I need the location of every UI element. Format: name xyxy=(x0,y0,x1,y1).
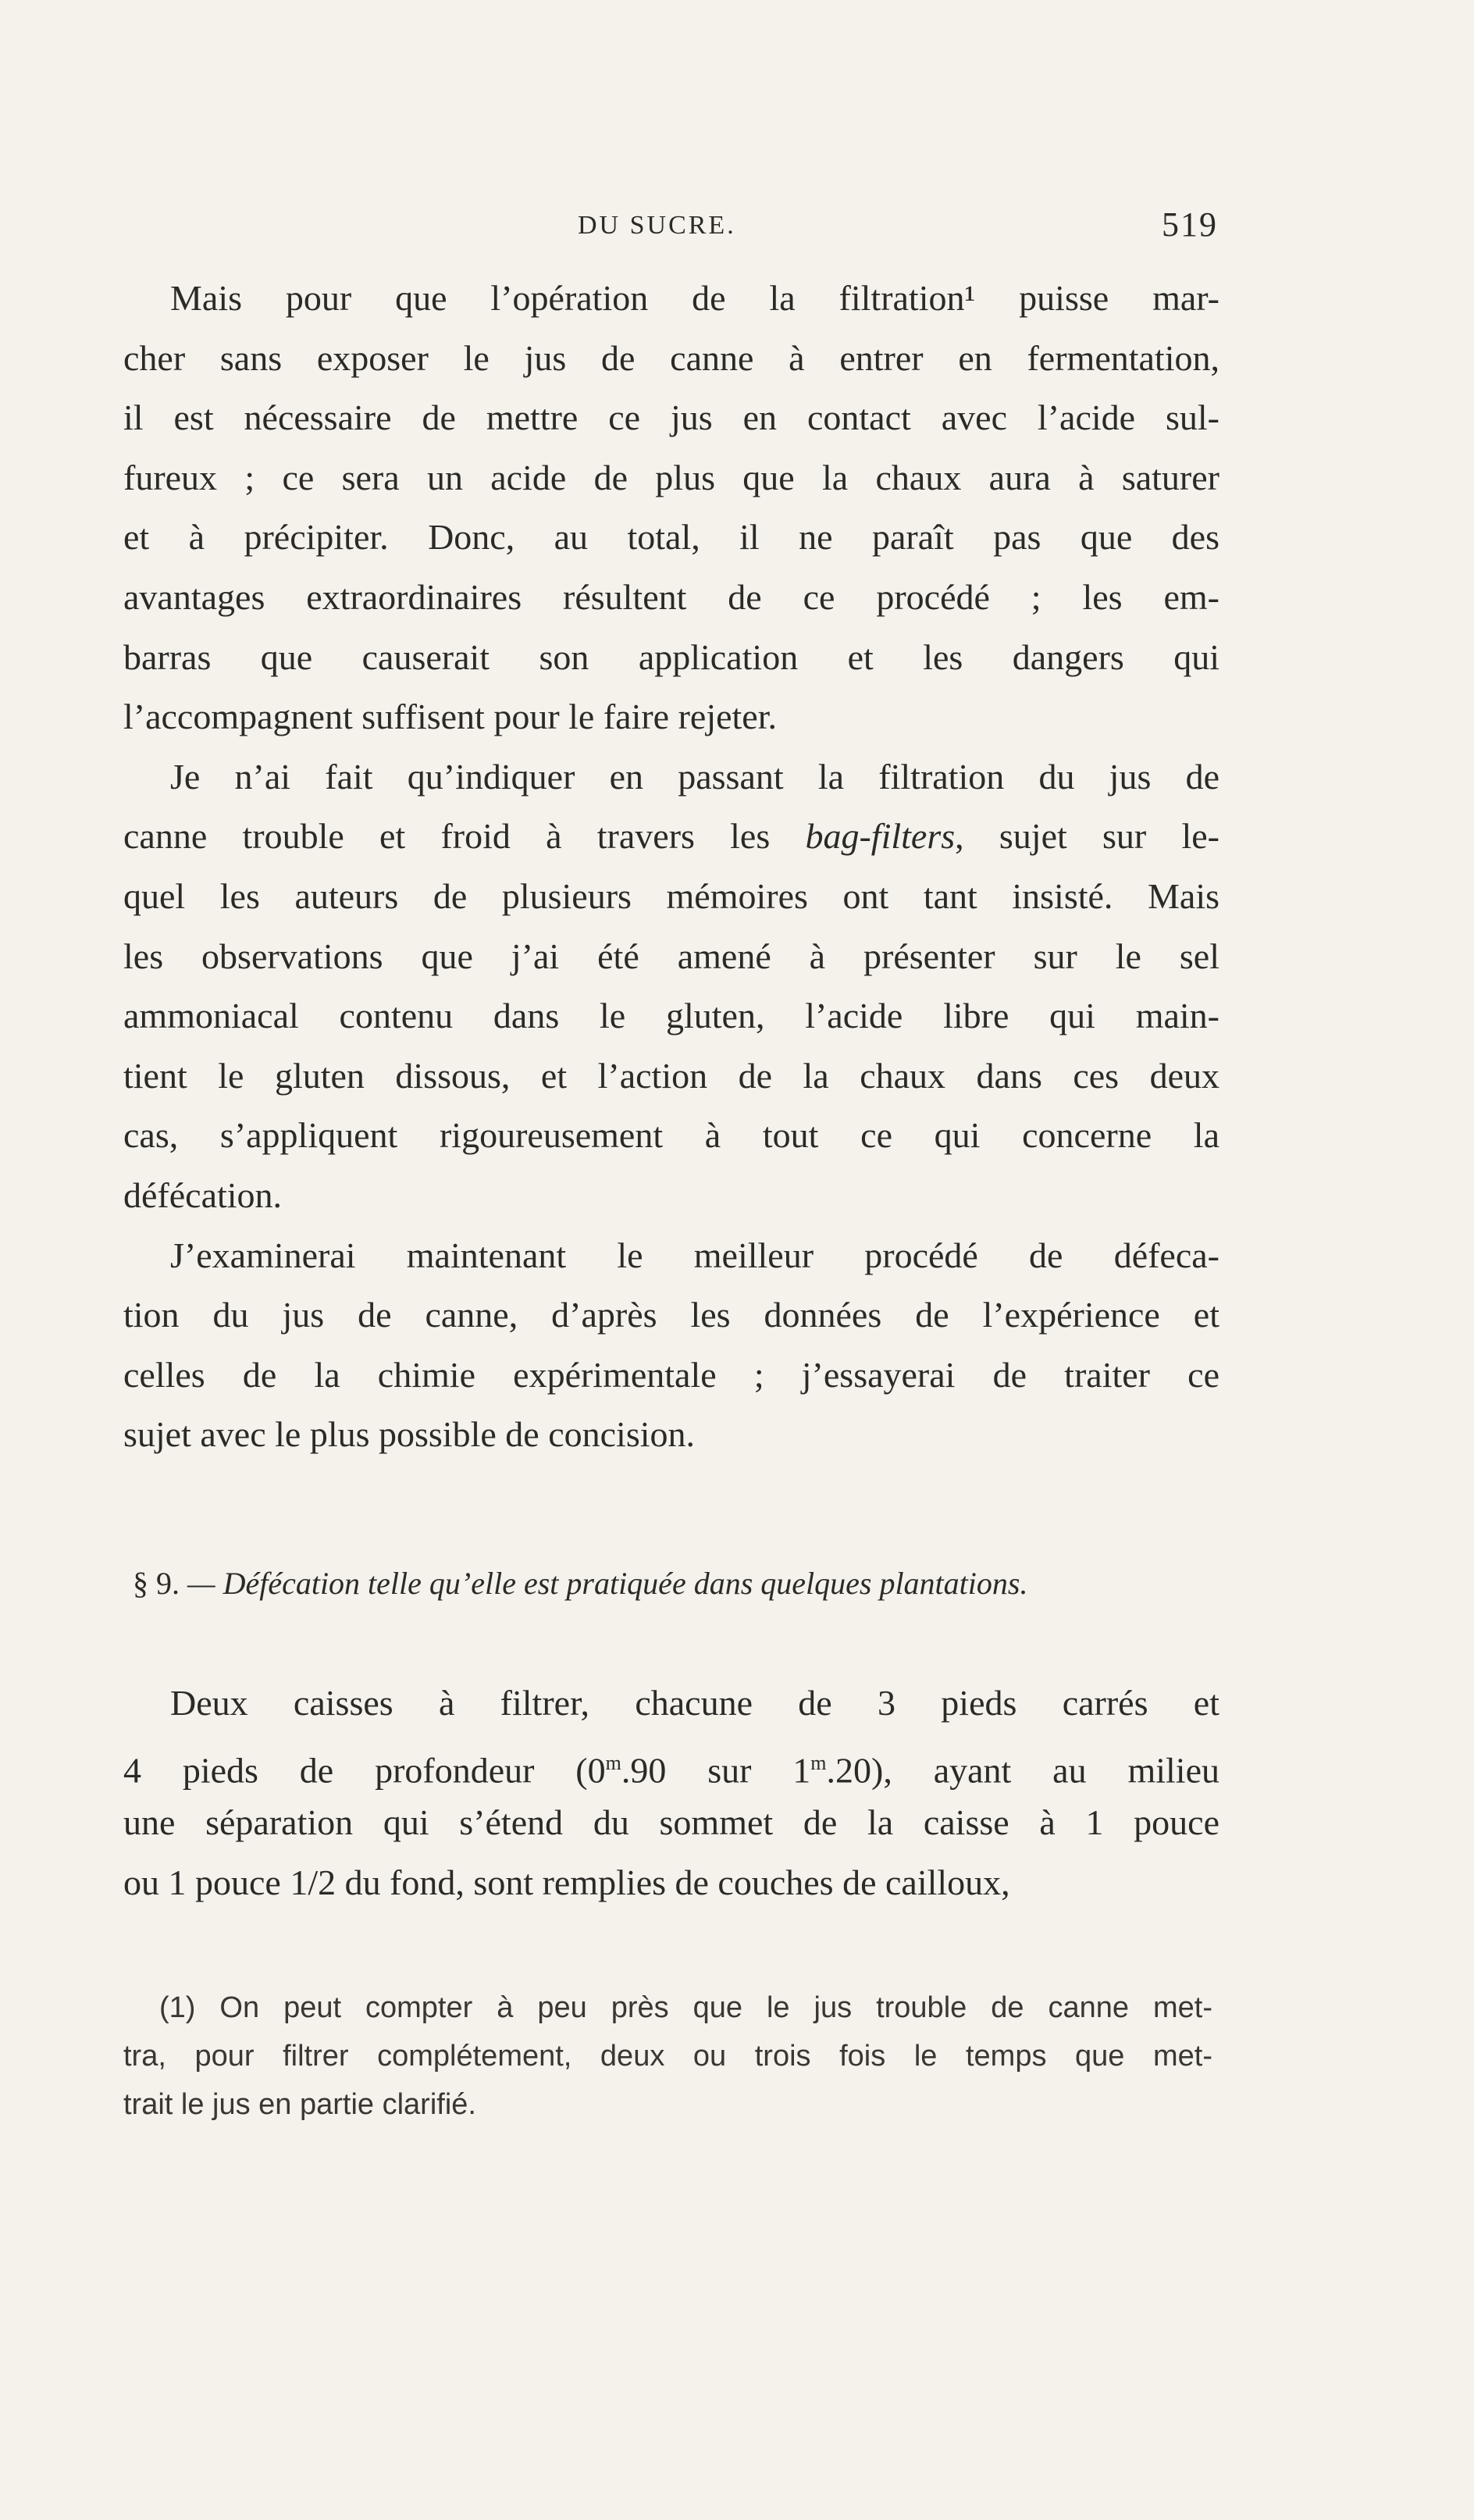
text-line: fureux ; ce sera un acide de plus que la chaux aura à saturer xyxy=(123,457,1219,497)
text-line: tion du jus de canne, d’après les données de l’expérience et xyxy=(123,1295,1219,1335)
text-line: Mais pour que l’opération de la filtration¹ puisse mar- xyxy=(170,278,1219,318)
text-line: l’accompagnent suffisent pour le faire rejeter. xyxy=(123,697,778,737)
text-line: cas, s’appliquent rigoureusement à tout ce qui concerne la xyxy=(123,1115,1219,1156)
text-line: sujet avec le plus possible de concision. xyxy=(123,1414,696,1455)
main-text-continued xyxy=(123,1673,1219,1912)
text-line: Je n’ai fait qu’indiquer en passant la filtration du jus de xyxy=(170,756,1219,797)
page-number: 519 xyxy=(1162,205,1218,244)
footnote xyxy=(123,1984,1212,2129)
unit-superscript: m xyxy=(810,1751,827,1774)
section-title: — Défécation telle qu’elle est pratiquée dans quelques plantations. xyxy=(187,1566,1028,1601)
text-line: barras que causerait son application et les dangers qui xyxy=(123,636,1219,677)
text-line: il est nécessaire de mettre ce jus en contact avec l’acide sul- xyxy=(123,397,1219,438)
footnote-line: (1) On peut compter à peu près que le jus trouble de canne met- xyxy=(159,1991,1212,2024)
text-line: tient le gluten dissous, et l’action de la chaux dans ces deux xyxy=(123,1055,1219,1096)
text-line: ou 1 pouce 1/2 du fond, sont remplies de couches de cailloux, xyxy=(123,1862,1010,1902)
main-text xyxy=(123,269,1219,1465)
section-number: § 9. xyxy=(133,1566,180,1601)
running-title: DU SUCRE. xyxy=(578,211,736,240)
running-head xyxy=(125,205,1218,251)
text-line: avantages extraordinaires résultent de ce procédé ; les em- xyxy=(123,576,1219,617)
text-line: et à précipiter. Donc, au total, il ne paraît pas que des xyxy=(123,517,1219,558)
section-heading xyxy=(133,1560,1226,1607)
text-line: ammoniacal contenu dans le gluten, l’acide libre qui main- xyxy=(123,996,1219,1036)
footnote-line: trait le jus en partie clarifié. xyxy=(123,2088,476,2121)
text-line: quel les auteurs de plusieurs mémoires ont tant insisté. Mais xyxy=(123,875,1219,916)
footnote-line: tra, pour filtrer complétement, deux ou trois fois le temps que met- xyxy=(123,2040,1212,2073)
text-line: les observations que j’ai été amené à présenter sur le sel xyxy=(123,936,1219,976)
text-line-with-italic: canne trouble et froid à travers les bag-filters, sujet sur le- xyxy=(123,816,1219,857)
text-line-with-units xyxy=(123,1734,1219,1794)
text-line: cher sans exposer le jus de canne à entrer en fermentation, xyxy=(123,337,1219,378)
text-line: celles de la chimie expérimentale ; j’essayerai de traiter ce xyxy=(123,1354,1219,1395)
text-fragment: 4 pieds de profondeur (0 xyxy=(123,1749,606,1790)
text-fragment: .20), ayant au milieu xyxy=(826,1749,1219,1790)
text-line: Deux caisses à filtrer, chacune de 3 pieds carrés et xyxy=(170,1683,1219,1723)
text-line: défécation. xyxy=(123,1174,283,1215)
text-line: une séparation qui s’étend du sommet de la caisse à 1 pouce xyxy=(123,1802,1219,1843)
unit-superscript: m xyxy=(605,1751,621,1774)
text-fragment: .90 sur 1 xyxy=(621,1749,811,1790)
text-line: J’examinerai maintenant le meilleur procédé de défeca- xyxy=(170,1235,1219,1275)
